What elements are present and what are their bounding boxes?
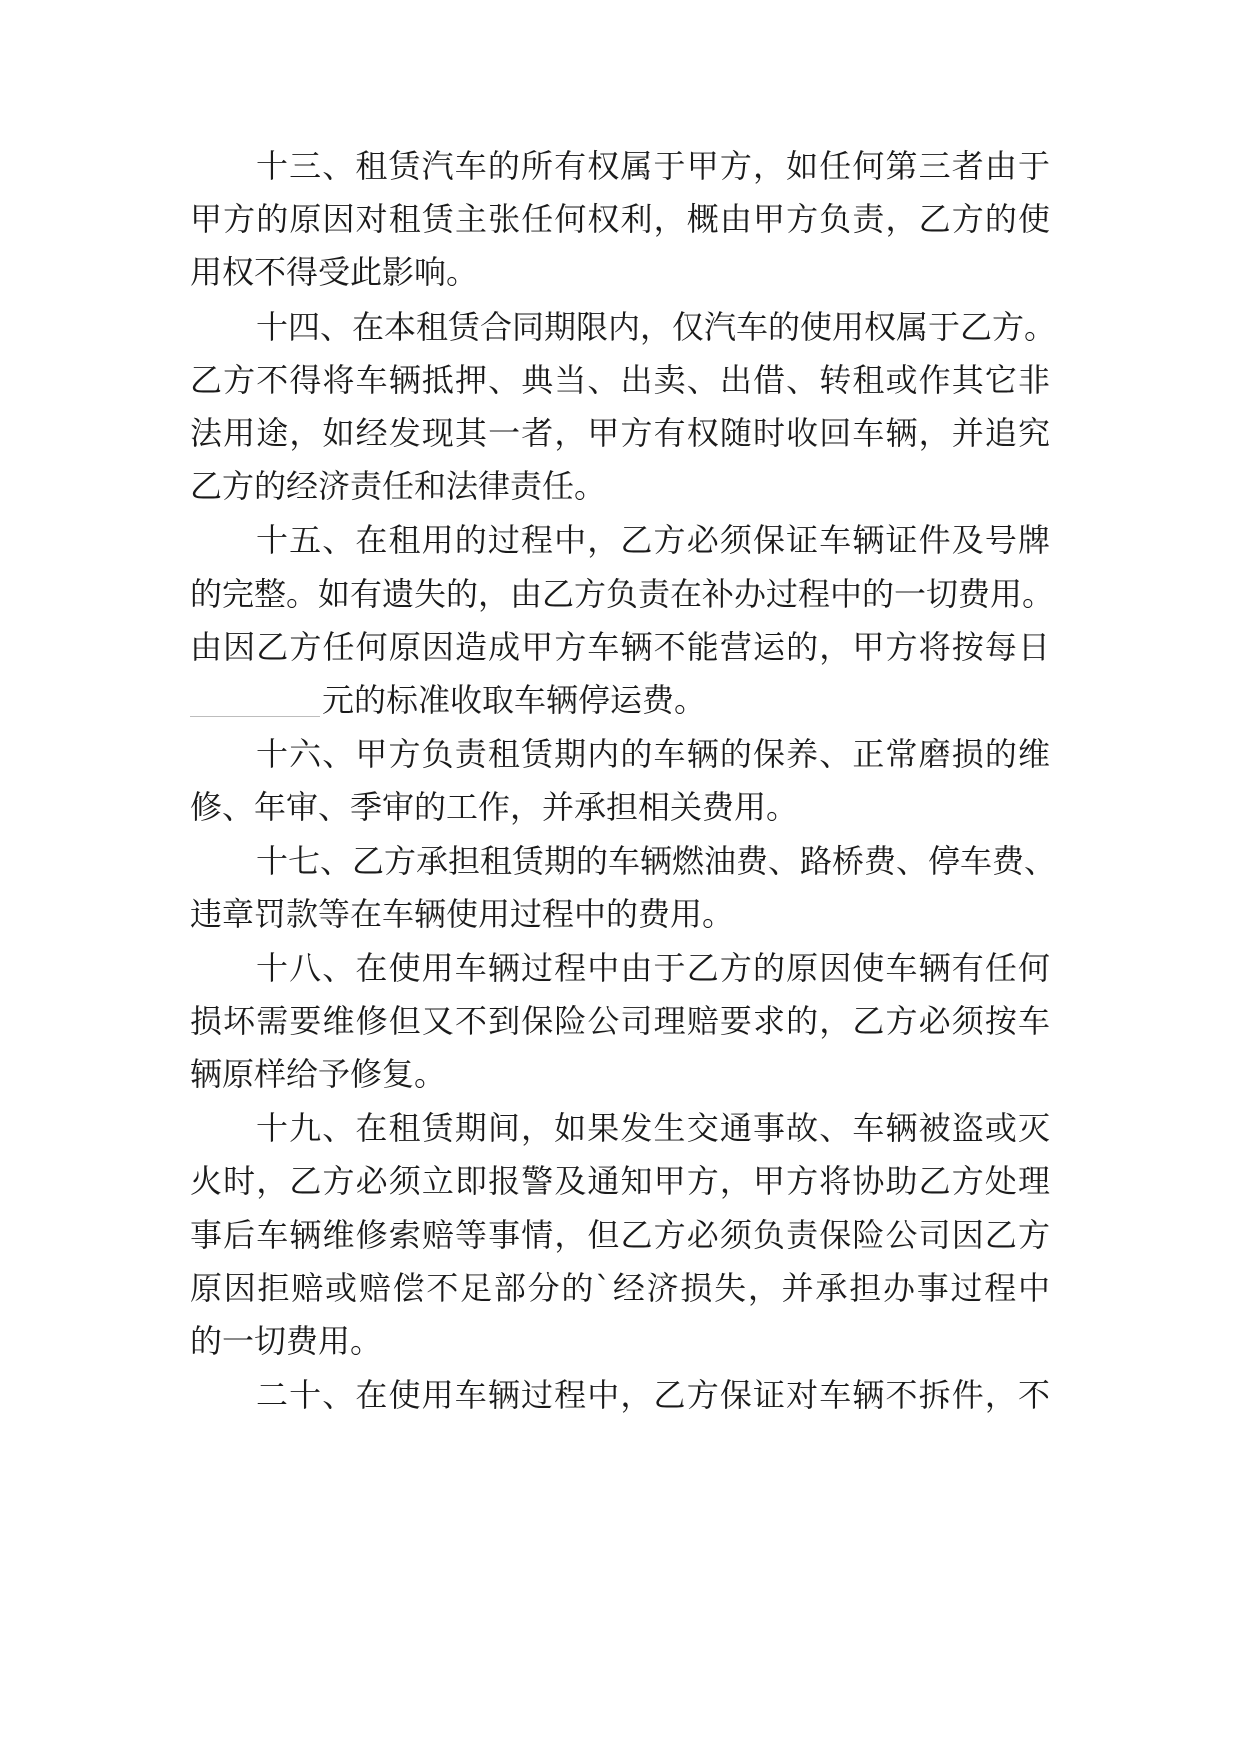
clause-20-line-1: 二十、在使用车辆过程中，乙方保证对车辆不拆件，不 (256, 1376, 1050, 1414)
clause-19-line-4: 原因拒赔或赔偿不足部分的`经济损失，并承担办事过程中 (190, 1269, 1050, 1307)
clause-19-line-5: 的一切费用。 (190, 1322, 383, 1360)
clause-19-line-3: 事后车辆维修索赔等事情，但乙方必须负责保险公司因乙方 (190, 1216, 1050, 1254)
clause-15-line-1: 十五、在租用的过程中，乙方必须保证车辆证件及号牌 (256, 521, 1050, 559)
fee-blank-underline (190, 684, 320, 717)
clause-13-line-1: 十三、租赁汽车的所有权属于甲方，如任何第三者由于 (256, 147, 1050, 185)
clause-18-line-1: 十八、在使用车辆过程中由于乙方的原因使车辆有任何 (256, 949, 1050, 987)
clause-18-line-3: 辆原样给予修复。 (190, 1055, 447, 1093)
clause-19-line-1: 十九、在租赁期间，如果发生交通事故、车辆被盗或灭 (256, 1109, 1050, 1147)
clause-15-line-2: 的完整。如有遗失的，由乙方负责在补办过程中的一切费用。 (190, 575, 1055, 613)
clause-15-line-3: 由因乙方任何原因造成甲方车辆不能营运的，甲方将按每日 (190, 628, 1050, 666)
clause-16-line-1: 十六、甲方负责租赁期内的车辆的保养、正常磨损的维 (256, 735, 1050, 773)
clause-17-line-1: 十七、乙方承担租赁期的车辆燃油费、路桥费、停车费、 (256, 842, 1057, 880)
clause-14-line-1: 十四、在本租赁合同期限内，仅汽车的使用权属于乙方。 (256, 308, 1057, 346)
clause-15-line-4-text: 元的标准收取车辆停运费。 (322, 681, 707, 719)
clause-17-line-2: 违章罚款等在车辆使用过程中的费用。 (190, 895, 735, 933)
clause-16-line-2: 修、年审、季审的工作，并承担相关费用。 (190, 788, 799, 826)
clause-19-line-2: 火时，乙方必须立即报警及通知甲方，甲方将协助乙方处理 (190, 1162, 1050, 1200)
clause-13-line-2: 甲方的原因对租赁主张任何权利，概由甲方负责，乙方的使 (190, 200, 1050, 238)
clause-14-line-2: 乙方不得将车辆抵押、典当、出卖、出借、转租或作其它非 (190, 361, 1050, 399)
clause-14-line-4: 乙方的经济责任和法律责任。 (190, 467, 607, 505)
clause-14-line-3: 法用途，如经发现其一者，甲方有权随时收回车辆，并追究 (190, 414, 1050, 452)
clause-18-line-2: 损坏需要维修但又不到保险公司理赔要求的，乙方必须按车 (190, 1002, 1050, 1040)
clause-13-line-3: 用权不得受此影响。 (190, 253, 479, 291)
clause-15-line-4 (190, 676, 1050, 724)
